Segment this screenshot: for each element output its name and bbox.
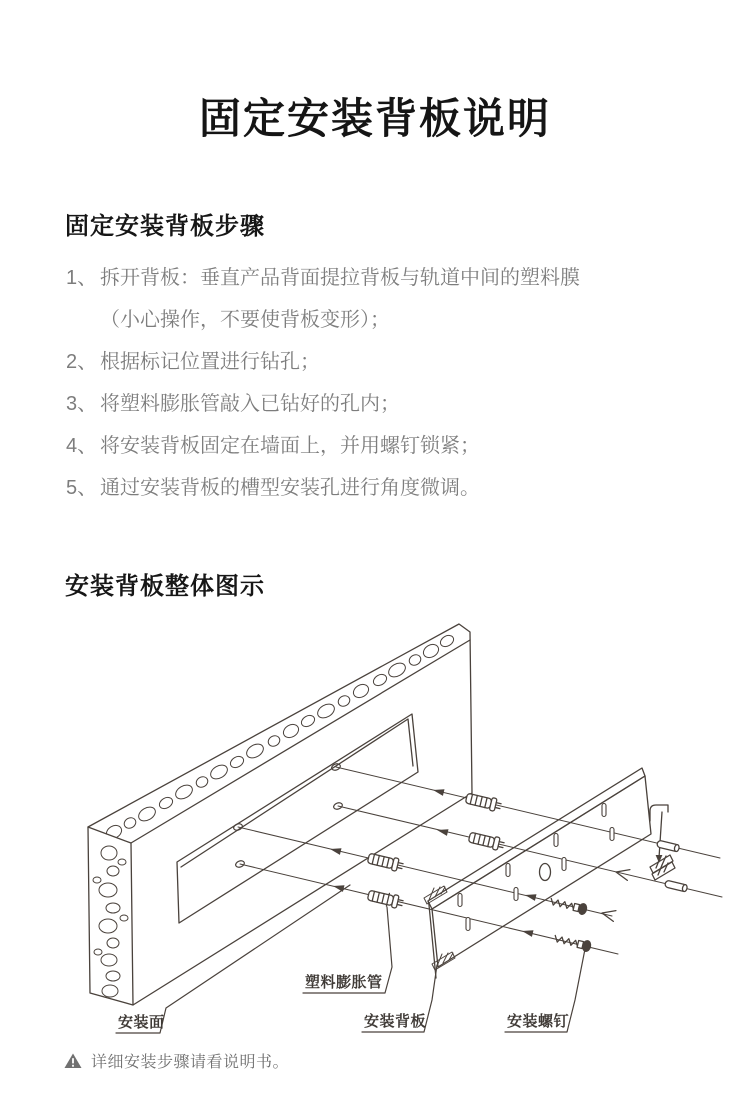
steps-section-heading: 固定安装背板步骤 <box>65 213 265 240</box>
step-text: （小心操作，不要使背板变形）； <box>100 309 390 331</box>
svg-text:安装面: 安装面 <box>118 1014 165 1031</box>
page-title: 固定安装背板说明 <box>198 95 551 142</box>
step-number: 1、 <box>66 267 98 289</box>
warning-icon <box>64 1053 82 1069</box>
footnote <box>64 1049 289 1072</box>
insertion-arrows <box>601 867 630 922</box>
svg-text:塑料膨胀管: 塑料膨胀管 <box>305 974 383 991</box>
diagram-svg <box>0 615 750 1065</box>
mounting-screw <box>549 896 592 953</box>
svg-text:安装背板: 安装背板 <box>364 1013 427 1030</box>
step-text: 根据标记位置进行钻孔； <box>100 351 320 373</box>
slot-holes <box>458 804 614 931</box>
steps-list <box>66 257 696 509</box>
installation-diagram <box>0 615 750 1065</box>
svg-text:安装螺钉: 安装螺钉 <box>507 1013 570 1030</box>
round-hole <box>540 864 551 881</box>
list-item <box>66 467 696 509</box>
label-expansion-tube <box>303 907 392 993</box>
list-item <box>66 257 696 341</box>
plate-end-cap <box>424 886 455 970</box>
wall <box>88 624 472 1005</box>
step-text: 将塑料膨胀管敲入已钻好的孔内； <box>100 393 400 415</box>
step-number: 3、 <box>66 393 98 415</box>
step-number: 4、 <box>66 435 98 457</box>
step-text: 拆开背板：垂直产品背面提拉背板与轨道中间的塑料膜 <box>100 267 580 289</box>
list-item <box>66 341 696 383</box>
label-screws <box>505 949 585 1032</box>
step-number: 2、 <box>66 351 98 373</box>
list-item <box>66 425 696 467</box>
step-text: 将安装背板固定在墙面上，并用螺钉锁紧； <box>100 435 480 457</box>
list-item <box>66 383 696 425</box>
step-text: 通过安装背板的槽型安装孔进行角度微调。 <box>100 477 480 499</box>
diagram-section-heading: 安装背板整体图示 <box>65 573 265 600</box>
step-number: 5、 <box>66 477 98 499</box>
footnote-text: 详细安装步骤请看说明书。 <box>91 1054 290 1071</box>
